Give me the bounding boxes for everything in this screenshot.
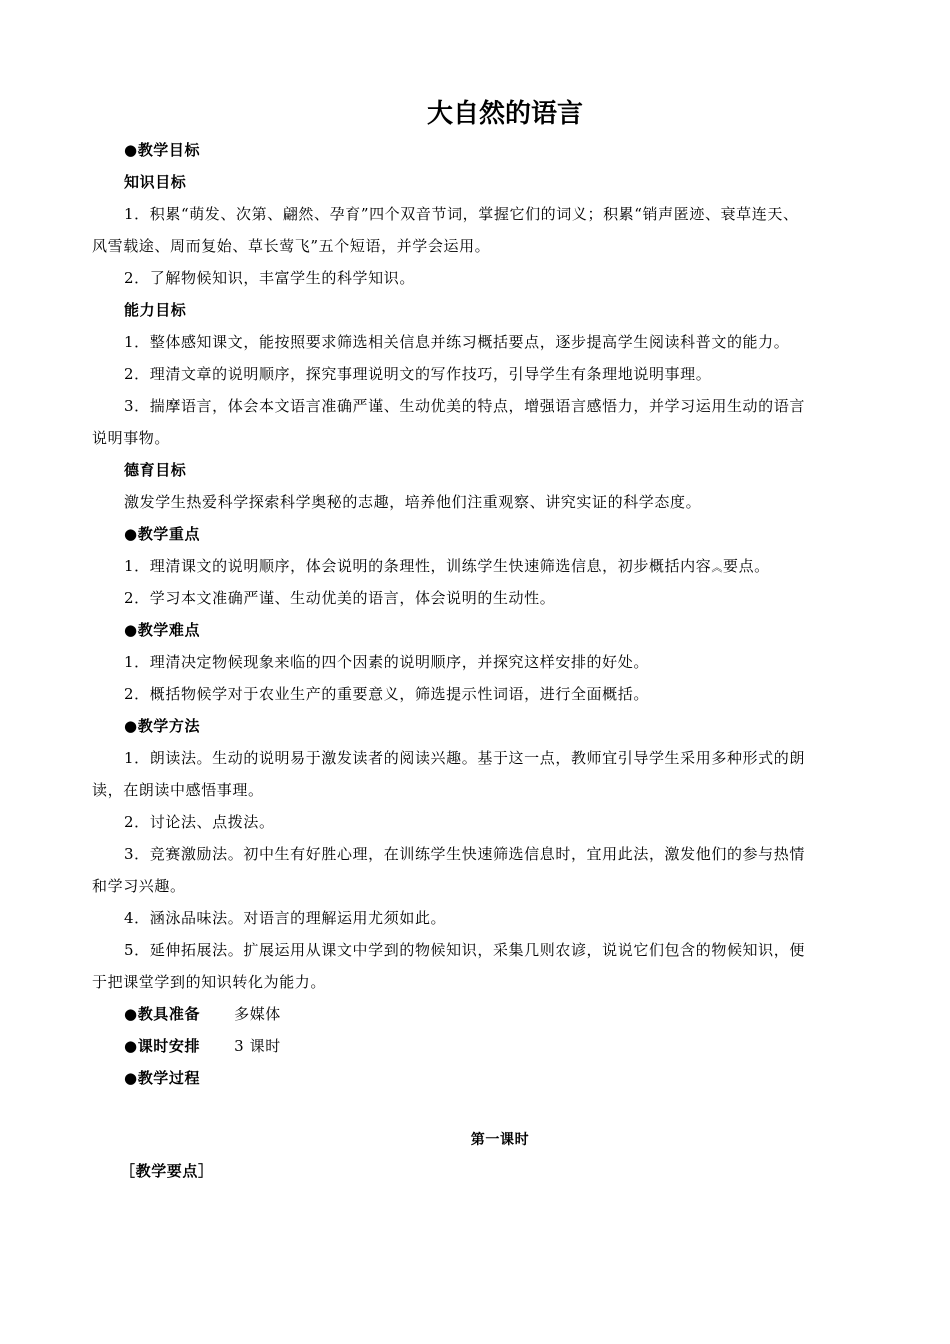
schedule-value: 3 课时 <box>234 1037 281 1055</box>
schedule-heading: ●课时安排 <box>124 1037 201 1055</box>
difficulties-heading: ●教学难点 <box>124 621 201 639</box>
difficulties-item-2: 2．概括物候学对于农业生产的重要意义，筛选提示性词语，进行全面概括。 <box>124 685 649 703</box>
moral-objectives-text: 激发学生热爱科学探索科学奥秘的志趣，培养他们注重观察、讲究实证的科学态度。 <box>124 493 702 511</box>
moral-objectives-heading: 德育目标 <box>124 461 187 479</box>
key-points-item-1-text-end: 要点。 <box>722 557 770 575</box>
methods-item-3-line-1: 3．竞赛激励法。初中生有好胜心理，在训练学生快速筛选信息时，宜用此法，激发他们的参与热情 <box>124 845 805 863</box>
tools-value: 多媒体 <box>234 1005 281 1023</box>
ability-objectives-heading: 能力目标 <box>124 301 187 319</box>
methods-item-2: 2．讨论法、点拨法。 <box>124 813 275 831</box>
difficulties-item-1: 1．理清决定物候现象来临的四个因素的说明顺序，并探究这样安排的好处。 <box>124 653 649 671</box>
methods-item-5-line-1: 5．延伸拓展法。扩展运用从课文中学到的物候知识，采集几则农谚，说说它们包含的物候知识，便 <box>124 941 805 959</box>
methods-item-1-line-1: 1．朗读法。生动的说明易于激发读者的阅读兴趣。基于这一点，教师宜引导学生采用多种形式的朗 <box>124 749 805 767</box>
ability-item-1: 1．整体感知课文，能按照要求筛选相关信息并练习概括要点，逐步提高学生阅读科普文的能力。 <box>124 333 790 351</box>
lesson-1-heading: 第一课时 <box>470 1132 530 1148</box>
lesson-1-subheading: ［教学要点］ <box>120 1162 214 1180</box>
ability-item-3-line-2: 说明事物。 <box>92 429 171 447</box>
document-title: 大自然的语言 <box>426 99 583 129</box>
knowledge-item-2: 2．了解物候知识，丰富学生的科学知识。 <box>124 269 415 287</box>
methods-item-4: 4．涵泳品味法。对语言的理解运用尤须如此。 <box>124 909 447 927</box>
ability-item-2: 2．理清文章的说明顺序，探究事理说明文的写作技巧，引导学生有条理地说明事理。 <box>124 365 712 383</box>
knowledge-objectives-heading: 知识目标 <box>124 173 187 191</box>
methods-heading: ●教学方法 <box>124 717 201 735</box>
knowledge-item-1-line-2: 风雪载途、周而复始、草长莺飞”五个短语，并学会运用。 <box>92 237 491 255</box>
key-points-heading: ●教学重点 <box>124 525 201 543</box>
key-points-item-1 <box>124 556 894 578</box>
edit-mark: ︽ <box>711 561 723 574</box>
tools-heading: ●教具准备 <box>124 1005 201 1023</box>
knowledge-item-1-line-1: 1．积累“萌发、次第、翩然、孕育”四个双音节词，掌握它们的词义；积累“销声匿迹、衰草连天、 <box>124 205 799 223</box>
methods-item-1-line-2: 读，在朗读中感悟事理。 <box>92 781 264 799</box>
key-points-item-2: 2．学习本文准确严谨、生动优美的语言，体会说明的生动性。 <box>124 589 556 607</box>
key-points-item-1-text: 1．理清课文的说明顺序，体会说明的条理性，训练学生快速筛选信息，初步概括内容 <box>124 557 712 575</box>
process-heading: ●教学过程 <box>124 1069 201 1087</box>
objectives-heading: ●教学目标 <box>124 141 201 159</box>
tools-row <box>124 1004 894 1024</box>
methods-item-3-line-2: 和学习兴趣。 <box>92 877 186 895</box>
ability-item-3-line-1: 3．揣摩语言，体会本文语言准确严谨、生动优美的特点，增强语言感悟力，并学习运用生动的语言 <box>124 397 805 415</box>
methods-item-5-line-2: 于把课堂学到的知识转化为能力。 <box>92 973 327 991</box>
schedule-row <box>124 1036 894 1056</box>
